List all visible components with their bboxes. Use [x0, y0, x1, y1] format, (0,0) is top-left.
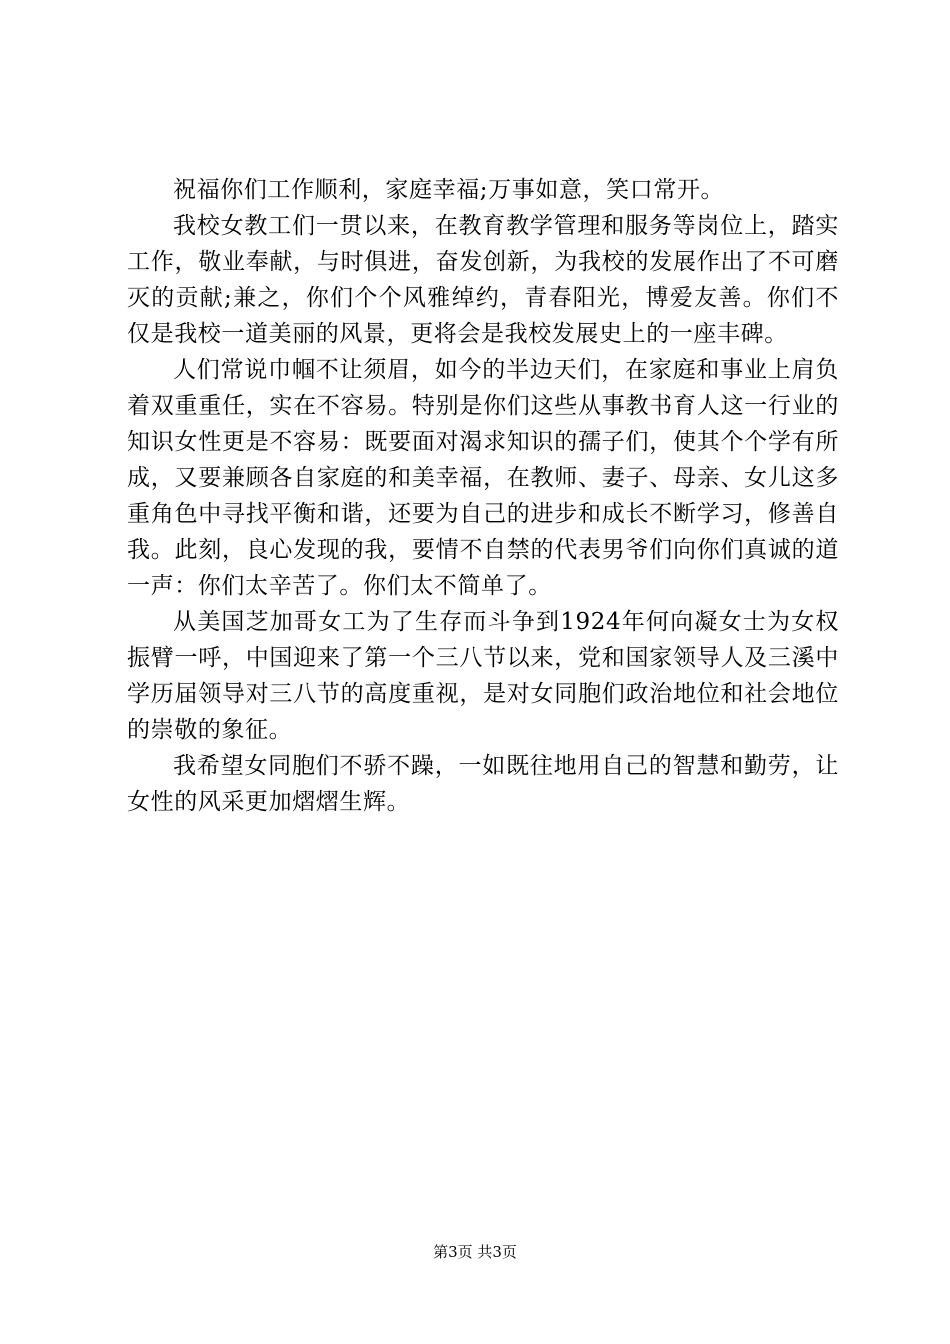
paragraph-5: 我希望女同胞们不骄不躁，一如既往地用自己的智慧和勤劳，让女性的风采更加熠熠生辉。 — [127, 753, 839, 815]
page-number-label: 第3页 共3页 — [433, 1243, 517, 1261]
document-body — [127, 172, 839, 820]
page-footer — [0, 1242, 950, 1262]
paragraph-1: 祝福你们工作顺利，家庭幸福;万事如意，笑口常开。 — [173, 177, 725, 203]
paragraph-3: 人们常说巾帼不让须眉，如今的半边天们，在家庭和事业上肩负着双重重任，实在不容易。特别是你们这些从事教书育人这一行业的知识女性更是不容易：既要面对渴求知识的孺子们，使其个个学有所成，又要兼顾各自家庭的和美幸福，在教师、妻子、母亲、女儿这多重角色中寻找平衡和谐，还要为自己的进步和成长不断学习，修善自我。此刻，良心发现的我，要情不自禁的代表男爷们向你们真诚的道一声：你们太辛苦了。你们太不简单了。 — [127, 357, 839, 599]
paragraph-4: 从美国芝加哥女工为了生存而斗争到1924年何向凝女士为女权振臂一呼，中国迎来了第一个三八节以来，党和国家领导人及三溪中学历届领导对三八节的高度重视，是对女同胞们政治地位和社会地位的崇敬的象征。 — [127, 609, 839, 743]
paragraph-2: 我校女教工们一贯以来，在教育教学管理和服务等岗位上，踏实工作，敬业奉献，与时俱进，奋发创新，为我校的发展作出了不可磨灭的贡献;兼之，你们个个风雅绰约，青春阳光，博爱友善。你们不仅是我校一道美丽的风景，更将会是我校发展史上的一座丰碑。 — [127, 213, 839, 347]
